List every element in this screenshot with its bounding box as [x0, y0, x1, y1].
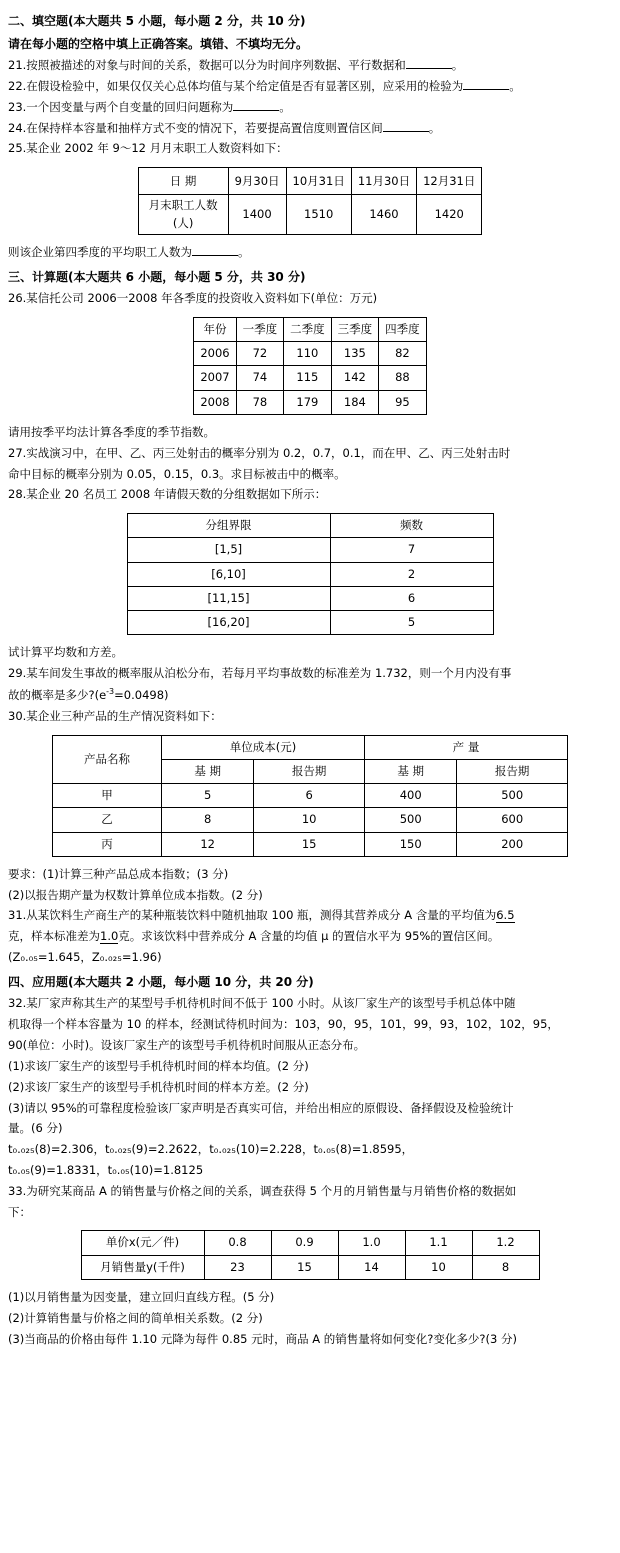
table-row — [194, 390, 426, 414]
question-24 — [8, 120, 612, 138]
q28-col-0: 分组界限 — [127, 514, 330, 538]
question-32-tvalues-1: t₀.₀₂₅(8)=2.306，t₀.₀₂₅(9)=2.2622，t₀.₀₂₅(10)=2.228，t₀.₀₅(8)=1.8595， — [8, 1142, 414, 1157]
question-28-after: 试计算平均数和方差。 — [8, 645, 123, 660]
q26-r0-c0: 2006 — [194, 342, 236, 366]
q30-r0-c2: 6 — [254, 784, 365, 808]
q26-col-4: 四季度 — [379, 317, 427, 341]
table-q25 — [138, 167, 483, 235]
question-25-after-text: 则该企业第四季度的平均职工人数为 — [8, 244, 192, 259]
q25-value-4: 1420 — [417, 195, 482, 235]
q28-r0-c1: 7 — [330, 538, 493, 562]
q28-r0-c0: [1,5] — [127, 538, 330, 562]
q33-r1-c1: 0.8 — [204, 1231, 271, 1255]
q33-row1-label: 单价x(元／件) — [81, 1231, 204, 1255]
answer-blank[interactable] — [463, 89, 509, 90]
q26-r1-c1: 74 — [236, 366, 284, 390]
q30-r1-c4: 600 — [457, 808, 568, 832]
question-32-tvalues-2: t₀.₀₅(9)=1.8331，t₀.₀₅(10)=1.8125 — [8, 1162, 204, 1177]
q26-col-3: 三季度 — [331, 317, 379, 341]
question-31-mean-value: 6.5 — [496, 908, 515, 923]
table-row — [194, 342, 426, 366]
question-29-exponent: -3 — [106, 687, 115, 697]
question-27-line1: 27.实战演习中，在甲、乙、丙三处射击的概率分别为 0.2，0.7，0.1，而在甲、乙、丙三处射击时 — [8, 445, 511, 460]
q25-header-label: 日 期 — [138, 168, 228, 195]
q28-r3-c0: [16,20] — [127, 611, 330, 635]
q26-r0-c3: 135 — [331, 342, 379, 366]
q33-r1-c3: 1.0 — [338, 1231, 405, 1255]
question-30-req-1: 要求：(1)计算三种产品总成本指数；(3 分) — [8, 866, 229, 881]
section-2-title: 二、填空题(本大题共 5 小题，每小题 2 分，共 10 分) — [8, 14, 306, 28]
q25-col-4: 12月31日 — [417, 168, 482, 195]
table-q26 — [193, 317, 426, 415]
table-row — [127, 611, 493, 635]
q28-r2-c1: 6 — [330, 586, 493, 610]
q30-r2-c0: 丙 — [53, 832, 162, 856]
q26-r1-c2: 115 — [284, 366, 332, 390]
q25-value-2: 1510 — [286, 195, 351, 235]
question-21 — [8, 57, 612, 75]
q25-col-2: 10月31日 — [286, 168, 351, 195]
question-30-req-2: (2)以报告期产量为权数计算单位成本指数。(2 分) — [8, 887, 263, 902]
table-row — [53, 735, 568, 759]
q26-r2-c2: 179 — [284, 390, 332, 414]
question-31-line2-a: 克，样本标准差为 — [8, 929, 100, 944]
table-row — [127, 514, 493, 538]
table-q30 — [52, 735, 568, 857]
q26-r2-c0: 2008 — [194, 390, 236, 414]
q28-r2-c0: [11,15] — [127, 586, 330, 610]
table-row — [194, 366, 426, 390]
question-25 — [8, 140, 612, 158]
question-28: 28.某企业 20 名员工 2008 年请假天数的分组数据如下所示： — [8, 487, 327, 502]
question-32-sub-2: (2)求该厂家生产的该型号手机待机时间的样本方差。(2 分) — [8, 1079, 309, 1094]
table-row — [127, 562, 493, 586]
punct: 。 — [428, 120, 441, 135]
question-29-line2-tail: =0.0498) — [114, 687, 169, 702]
section-4-title: 四、应用题(本大题共 2 小题，每小题 10 分，共 20 分) — [8, 974, 314, 989]
punct: 。 — [238, 244, 250, 259]
table-row — [127, 586, 493, 610]
question-31-line1 — [8, 907, 612, 925]
section-3-title: 三、计算题(本大题共 6 小题，每小题 5 分，共 30 分) — [8, 269, 306, 284]
q30-r0-c4: 500 — [457, 784, 568, 808]
q33-r1-c2: 0.9 — [271, 1231, 338, 1255]
question-33-sub-1: (1)以月销售量为因变量，建立回归直线方程。(5 分) — [8, 1289, 275, 1304]
question-25-text: 25.某企业 2002 年 9～12 月月末职工人数资料如下： — [8, 141, 288, 156]
q25-row-label — [138, 195, 228, 235]
question-27-line2: 命中目标的概率分别为 0.05，0.15，0.3。求目标被击中的概率。 — [8, 466, 346, 481]
q26-r1-c0: 2007 — [194, 366, 236, 390]
question-33-sub-2: (2)计算销售量与价格之间的简单相关系数。(2 分) — [8, 1310, 263, 1325]
q26-col-0: 年份 — [194, 317, 236, 341]
table-row — [53, 808, 568, 832]
q25-col-3: 11月30日 — [351, 168, 416, 195]
table-row — [53, 784, 568, 808]
q26-r0-c1: 72 — [236, 342, 284, 366]
question-29-line2-text: 故的概率是多少?(e — [8, 687, 107, 702]
q26-r2-c3: 184 — [331, 390, 379, 414]
q30-sub-3: 报告期 — [457, 759, 568, 783]
question-32-sub-3b: 量。(6 分) — [8, 1121, 63, 1136]
q28-r3-c1: 5 — [330, 611, 493, 635]
table-row — [81, 1255, 539, 1279]
question-31-line2 — [8, 928, 612, 946]
q26-col-2: 二季度 — [284, 317, 332, 341]
question-30: 30.某企业三种产品的生产情况资料如下： — [8, 708, 222, 723]
q30-r2-c4: 200 — [457, 832, 568, 856]
question-22-text: 22.在假设检验中，如果仅仅关心总体均值与某个给定值是否有显著区别，应采用的检验为 — [8, 79, 464, 93]
punct: 。 — [451, 58, 464, 73]
q30-sub-1: 报告期 — [254, 759, 365, 783]
q30-sub-2: 基 期 — [365, 759, 457, 783]
q33-r1-c5: 1.2 — [472, 1231, 539, 1255]
question-31-line2-b: 克。求该饮料中营养成分 A 含量的均值 μ 的置信水平为 95%的置信区间。 — [118, 929, 500, 944]
q26-r2-c4: 95 — [379, 390, 427, 414]
punct: 。 — [509, 79, 521, 93]
q26-col-1: 一季度 — [236, 317, 284, 341]
answer-blank[interactable] — [192, 255, 238, 256]
q30-sub-0: 基 期 — [162, 759, 254, 783]
q33-r2-c2: 15 — [271, 1255, 338, 1279]
question-23 — [8, 99, 612, 117]
q25-col-1: 9月30日 — [228, 168, 286, 195]
q30-r1-c1: 8 — [162, 808, 254, 832]
question-33-line1: 33.为研究某商品 A 的销售量与价格之间的关系，调查获得 5 个月的月销售量与月销售价格的数据如 — [8, 1183, 517, 1198]
q28-r1-c0: [6,10] — [127, 562, 330, 586]
question-31-sd-value: 1.0 — [100, 929, 119, 944]
q33-r1-c4: 1.1 — [405, 1231, 472, 1255]
table-row — [127, 538, 493, 562]
question-33-line2: 下： — [8, 1204, 31, 1219]
question-25-after — [8, 244, 612, 262]
q30-col-label: 产品名称 — [53, 735, 162, 784]
q30-r1-c3: 500 — [365, 808, 457, 832]
q30-r0-c1: 5 — [162, 784, 254, 808]
q30-r1-c2: 10 — [254, 808, 365, 832]
question-23-text: 23.一个因变量与两个自变量的回归问题称为 — [8, 99, 234, 114]
answer-blank[interactable] — [233, 110, 279, 111]
q26-r2-c1: 78 — [236, 390, 284, 414]
table-row — [138, 168, 482, 195]
q25-value-1: 1400 — [228, 195, 286, 235]
punct: 。 — [279, 99, 291, 114]
question-22 — [8, 78, 612, 96]
question-31-line1-text: 31.从某饮料生产商生产的某种瓶装饮料中随机抽取 100 瓶，测得其营养成分 A 含量的平均值为 — [8, 908, 497, 923]
table-row — [194, 317, 426, 341]
q33-r2-c4: 10 — [405, 1255, 472, 1279]
q26-r1-c4: 88 — [379, 366, 427, 390]
q30-r2-c1: 12 — [162, 832, 254, 856]
table-row — [81, 1231, 539, 1255]
q28-col-1: 频数 — [330, 514, 493, 538]
q25-row-label-line2: (人) — [172, 215, 194, 230]
question-24-text: 24.在保持样本容量和抽样方式不变的情况下，若要提高置信度则置信区间 — [8, 120, 383, 135]
question-21-text: 21.按照被描述的对象与时间的关系，数据可以分为时间序列数据、平行数据和 — [8, 58, 406, 73]
question-26-after: 请用按季平均法计算各季度的季节指数。 — [8, 424, 215, 439]
table-q28 — [127, 513, 494, 635]
q33-r2-c3: 14 — [338, 1255, 405, 1279]
section-2-instruction: 请在每小题的空格中填上正确答案。填错、不填均无分。 — [8, 36, 309, 51]
q28-r1-c1: 2 — [330, 562, 493, 586]
q26-r1-c3: 142 — [331, 366, 379, 390]
question-32-sub-3a: (3)请以 95%的可靠程度检验该厂家声明是否真实可信，并给出相应的原假设、备择假设及检验统计 — [8, 1100, 514, 1115]
question-29-line1: 29.某车间发生事故的概率服从泊松分布，若每月平均事故数的标准差为 1.732，则一个月内没有事 — [8, 666, 512, 681]
q33-r2-c5: 8 — [472, 1255, 539, 1279]
question-32-line3: 90(单位：小时)。设该厂家生产的该型号手机待机时间服从正态分布。 — [8, 1038, 366, 1053]
question-29-line2 — [8, 686, 612, 705]
answer-blank[interactable] — [383, 131, 429, 132]
table-row — [138, 195, 482, 235]
q30-r2-c3: 150 — [365, 832, 457, 856]
question-32-sub-1: (1)求该厂家生产的该型号手机待机时间的样本均值。(2 分) — [8, 1058, 309, 1073]
q25-row-label-line1: 月末职工人数 — [148, 198, 218, 213]
q30-r1-c0: 乙 — [53, 808, 162, 832]
question-33-sub-3: (3)当商品的价格由每件 1.10 元降为每件 0.85 元时，商品 A 的销售量将如何变化?变化多少?(3 分) — [8, 1331, 517, 1346]
table-row — [53, 832, 568, 856]
q30-r2-c2: 15 — [254, 832, 365, 856]
q30-group-2: 产 量 — [365, 735, 568, 759]
q30-r0-c3: 400 — [365, 784, 457, 808]
question-32-line1: 32.某厂家声称其生产的某型号手机待机时间不低于 100 小时。从该厂家生产的该型号手机总体中随 — [8, 996, 516, 1011]
table-q33 — [81, 1230, 540, 1280]
q26-r0-c4: 82 — [379, 342, 427, 366]
question-26: 26.某信托公司 2006一2008 年各季度的投资收入资料如下(单位：万元) — [8, 291, 378, 306]
q33-row2-label: 月销售量y(千件) — [81, 1255, 204, 1279]
q25-value-3: 1460 — [351, 195, 416, 235]
question-31-zvalues: (Z₀.₀₅=1.645，Z₀.₀₂₅=1.96) — [8, 950, 162, 965]
answer-blank[interactable] — [406, 68, 452, 69]
q26-r0-c2: 110 — [284, 342, 332, 366]
question-32-line2: 机取得一个样本容量为 10 的样本，经测试待机时间为：103，90，95，101，99，93，102，102，95， — [8, 1017, 559, 1032]
q33-r2-c1: 23 — [204, 1255, 271, 1279]
q30-r0-c0: 甲 — [53, 784, 162, 808]
q30-group-1: 单位成本(元) — [162, 735, 365, 759]
